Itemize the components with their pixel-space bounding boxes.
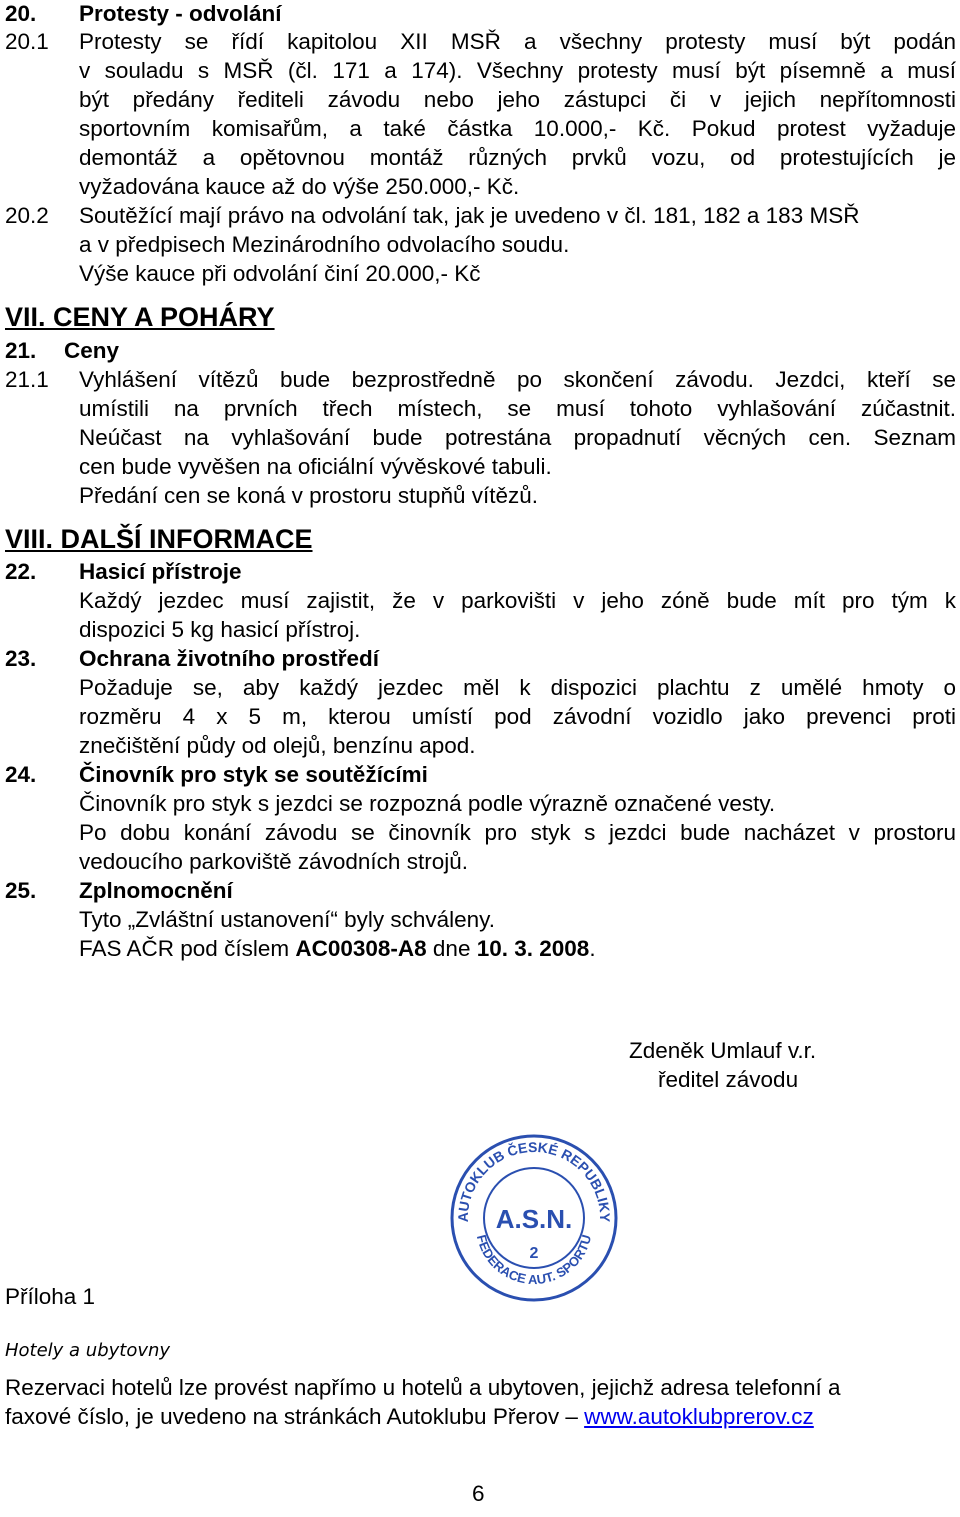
section-number: 23.: [5, 646, 37, 671]
chapter-heading-vii: VII. CENY A POHÁRY: [5, 302, 275, 332]
paragraph-number: 21.1: [5, 367, 49, 392]
approval-number: AC00308-A8: [295, 936, 427, 961]
text-line: demontáž a opětovnou montáž různých prvků vozu, od protestujících je: [79, 145, 956, 170]
text-line: cen bude vyvěšen na oficiální vývěskové tabuli.: [79, 454, 552, 479]
text-line: sportovním komisařům, a také částka 10.000,- Kč. Pokud protest vyžaduje: [79, 116, 956, 141]
appendix-label: Příloha 1: [5, 1284, 96, 1309]
section-title: Protesty - odvolání: [79, 1, 282, 26]
text-line: umístili na prvních třech místech, se musí tohoto vyhlašování zúčastnit.: [79, 396, 956, 421]
stamp-top-text: AUTOKLUB ČESKÉ REPUBLIKY: [454, 1138, 614, 1223]
appendix-text: faxové číslo, je uvedeno na stránkách Autoklubu Přerov –: [5, 1404, 585, 1429]
approval-number-line: [79, 935, 596, 963]
text-line: Každý jezdec musí zajistit, že v parkovišti v jeho zóně bude mít pro tým k: [79, 588, 956, 613]
text-line: dispozici 5 kg hasicí přístroj.: [79, 617, 361, 642]
text-line: Činovník pro styk s jezdci se rozpozná podle výrazně označené vesty.: [79, 791, 776, 816]
stamp-number: 2: [529, 1245, 539, 1262]
section-title: Ochrana životního prostředí: [79, 646, 380, 671]
text-line: Soutěžící mají právo na odvolání tak, jak je uvedeno v čl. 181, 182 a 183 MSŘ: [79, 203, 860, 228]
paragraph-number: 20.2: [5, 203, 49, 228]
text-line: Vyhlášení vítězů bude bezprostředně po skončení závodu. Jezdci, kteří se: [79, 367, 956, 392]
section-number: 20.: [5, 1, 37, 26]
stamp-center-text: A.S.N.: [495, 1204, 573, 1234]
stamp-bottom-text: FEDERACE AUT. SPORTU: [473, 1233, 595, 1288]
text-line: v souladu s MSŘ (čl. 171 a 174). Všechny protesty musí být písemně a musí: [79, 58, 956, 83]
signature-role: ředitel závodu: [658, 1067, 799, 1092]
text-line: rozměru 4 x 5 m, kterou umístí pod závodní vozidlo jako prevenci proti: [79, 704, 956, 729]
section-number: 21.: [5, 338, 37, 363]
text-line: Protesty se řídí kapitolou XII MSŘ a všechny protesty musí být podán: [79, 29, 956, 54]
text-line: vedoucího parkoviště závodních strojů.: [79, 849, 468, 874]
text-line: Předání cen se koná v prostoru stupňů vítězů.: [79, 483, 539, 508]
appendix-text-line: [5, 1403, 814, 1431]
page-number: 6: [472, 1481, 485, 1506]
appendix-subheading: Hotely a ubytovny: [5, 1340, 171, 1361]
text-line: Po dobu konání závodu se činovník pro styk s jezdci bude nacházet v prostoru: [79, 820, 956, 845]
paragraph-number: 20.1: [5, 29, 49, 54]
text-fragment: .: [589, 936, 596, 961]
section-number: 24.: [5, 762, 37, 787]
text-line: vyžadována kauce až do výše 250.000,- Kč.: [79, 174, 520, 199]
section-title: Zplnomocnění: [79, 878, 233, 903]
section-title: Činovník pro styk se soutěžícími: [79, 762, 428, 787]
approval-date: 10. 3. 2008: [476, 936, 590, 961]
text-line: Požaduje se, aby každý jezdec měl k dispozici plachtu z umělé hmoty o: [79, 675, 956, 700]
text-line: Neúčast na vyhlašování bude potrestána propadnutí věcných cen. Seznam: [79, 425, 956, 450]
text-line: Výše kauce při odvolání činí 20.000,- Kč: [79, 261, 481, 286]
section-title: Hasicí přístroje: [79, 559, 242, 584]
text-line: být předány řediteli závodu nebo jeho zástupci či v jejich nepřítomnosti: [79, 87, 956, 112]
signature-name: Zdeněk Umlauf v.r.: [629, 1038, 817, 1063]
section-number: 22.: [5, 559, 37, 584]
text-fragment: dne: [426, 936, 477, 961]
text-fragment: FAS AČR pod číslem: [79, 936, 296, 961]
autoklub-website-link[interactable]: www.autoklubprerov.cz: [584, 1404, 814, 1429]
approval-line: Tyto „Zvláštní ustanovení“ byly schváleny.: [79, 907, 496, 932]
text-line: znečištění půdy od olejů, benzínu apod.: [79, 733, 476, 758]
asn-stamp: [448, 1132, 620, 1304]
section-title: Ceny: [64, 338, 120, 363]
text-line: a v předpisech Mezinárodního odvolacího soudu.: [79, 232, 570, 257]
appendix-text-line: Rezervaci hotelů lze provést napřímo u hotelů a ubytoven, jejichž adresa telefonní a: [5, 1375, 841, 1400]
chapter-heading-viii: VIII. DALŠÍ INFORMACE: [5, 524, 313, 554]
section-number: 25.: [5, 878, 37, 903]
